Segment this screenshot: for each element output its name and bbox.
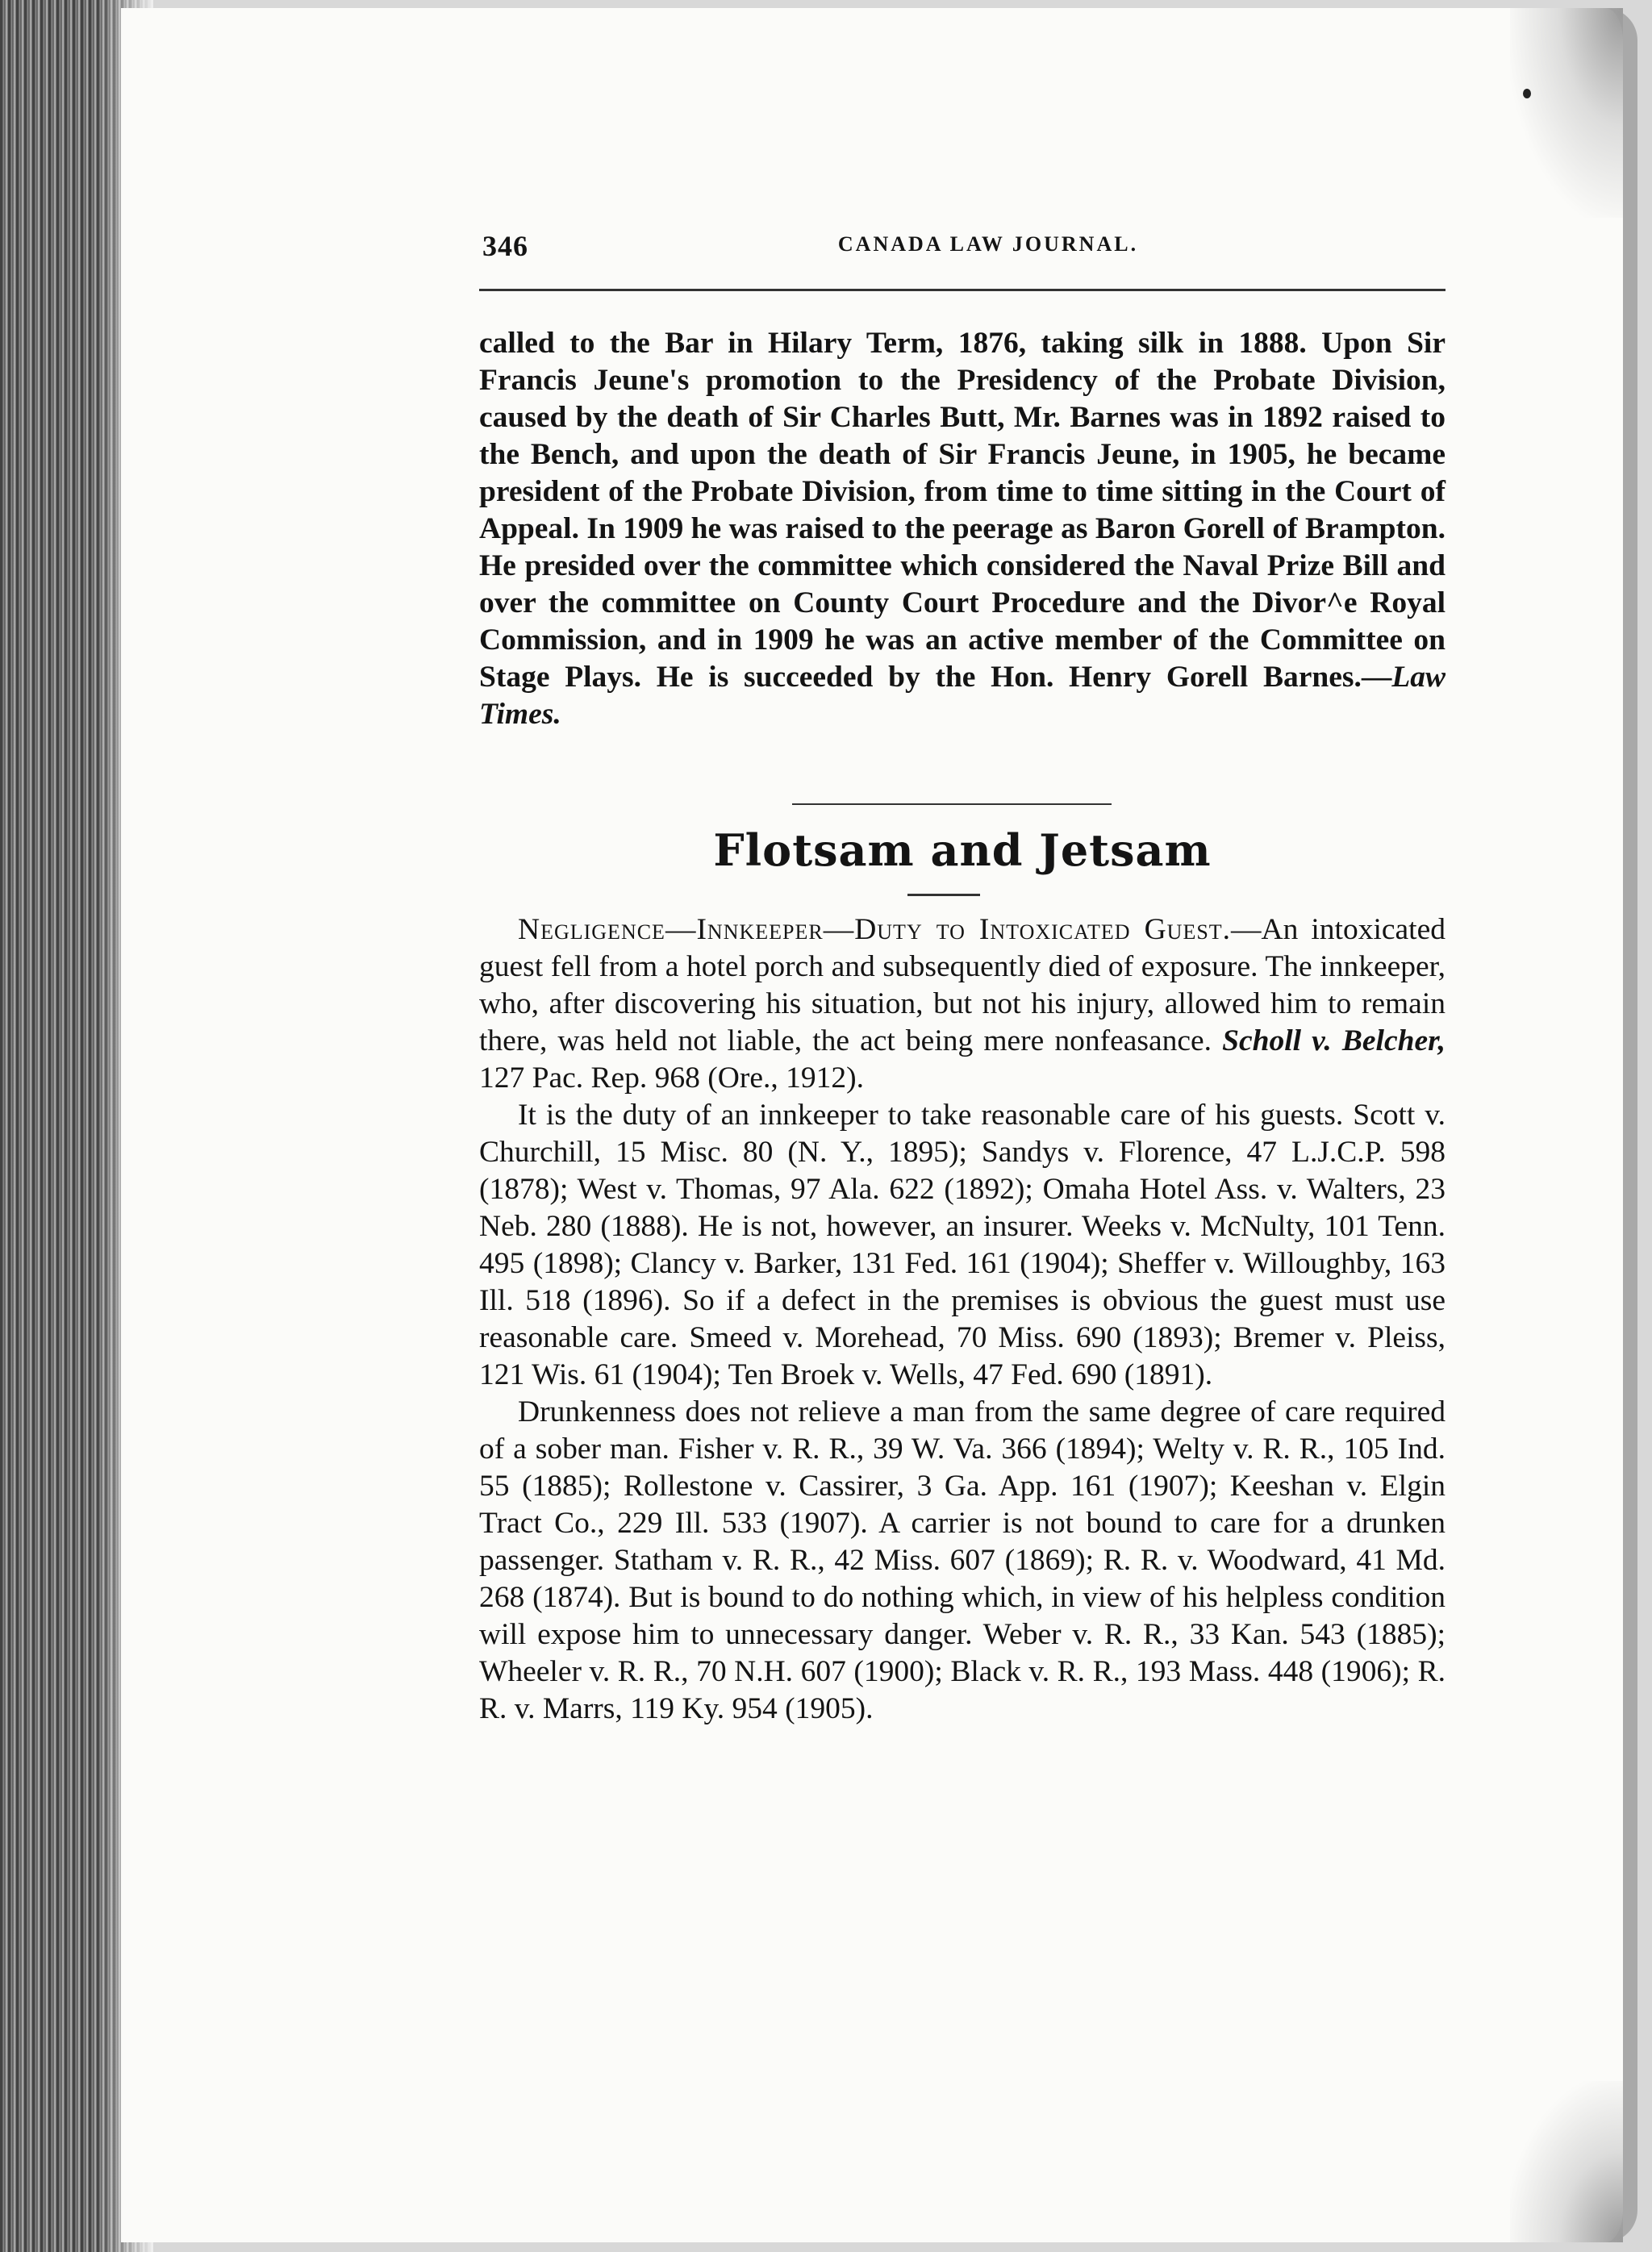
case-reference: 127 Pac. Rep. 968 (Ore., 1912). <box>479 1061 864 1095</box>
section-title-underline <box>907 894 980 896</box>
page-corner-shadow-bottom <box>1510 2081 1623 2242</box>
paragraph-heading: Negligence—Innkeeper—Duty to Intoxicated Guest. <box>518 913 1232 946</box>
journal-title: CANADA LAW JOURNAL. <box>837 232 1139 256</box>
page-corner-shadow <box>1510 8 1623 218</box>
page-number: 346 <box>482 230 528 262</box>
ink-speck <box>1523 89 1531 98</box>
obituary-paragraph <box>479 325 1446 733</box>
case-citation: Scholl v. Belcher, <box>1222 1024 1446 1057</box>
section-divider <box>792 803 1112 805</box>
section-title: Flotsam and Jetsam <box>713 824 1212 876</box>
paragraph-innkeeper-duty: It is the duty of an innkeeper to take reasonable care of his guests. Scott v. Churchill, 15 Misc. 80 (N. Y., 1895); Sandys v. Florence, 47 L.J.C.P. 598 (1878); West v. Thomas, 97 Ala. 622 (1892); Omaha Hotel Ass. v. Walters, 23 Neb. 280 (1888). He is not, however, an insurer. Weeks v. McNulty, 101 Tenn. 495 (1898); Clancy v. Barker, 131 Fed. 161 (1904); Sheffer v. Willoughby, 163 Ill. 518 (1896). So if a defect in the premises is obvious the guest must use reasonable care. Smeed v. Morehead, 70 Miss. 690 (1893); Bremer v. Pleiss, 121 Wis. 61 (1904); Ten Broek v. Wells, 47 Fed. 690 (1891). <box>479 1099 1446 1391</box>
obituary-text: called to the Bar in Hilary Term, 1876, taking silk in 1888. Upon Sir Francis Jeune's promotion to the Presidency of the Probate Division, caused by the death of Sir Charles Butt, Mr. Barnes was in 1892 raised to the Bench, and upon the death of Sir Francis Jeune, in 1905, he became president of the Probate Division, from time to time sitting in the Court of Appeal. In 1909 he was raised to the peerage as Baron Gorell of Brampton. He presided over the committee which considered the Naval Prize Bill and over the committee on County Court Procedure and the Divor^e Royal Commission, and in 1909 he was an active member of the Committee on Stage Plays. He is succeeded by the Hon. Henry Gorell Barnes.— <box>479 327 1446 694</box>
paragraph-negligence <box>479 911 1446 1097</box>
paragraph-drunkenness: Drunkenness does not relieve a man from the same degree of care required of a sober man. Fisher v. R. R., 39 W. Va. 366 (1894); Welty v. R. R., 105 Ind. 55 (1885); Rollestone v. Cassirer, 3 Ga. App. 161 (1907); Keeshan v. Elgin Tract Co., 229 Ill. 533 (1907). A carrier is not bound to care for a drunken passenger. Statham v. R. R., 42 Miss. 607 (1869); R. R. v. Woodward, 41 Md. 268 (1874). But is bound to do nothing which, in view of his helpless condition will expose him to unnecessary danger. Weber v. R. R., 33 Kan. 543 (1885); Wheeler v. R. R., 70 N.H. 607 (1900); Black v. R. R., 193 Mass. 448 (1906); R. R. v. Marrs, 119 Ky. 954 (1905). <box>479 1395 1446 1725</box>
header-rule <box>479 289 1446 291</box>
paragraph-text: —An intoxicated guest fell from a hotel porch and subsequently died of exposure. The innkeeper, who, after discovering his situation, but not his injury, allowed him to remain there, was held not liable, the act being mere nonfeasance. <box>479 913 1446 1057</box>
running-head <box>482 229 1446 269</box>
article-body <box>479 911 1446 1728</box>
obituary-source: Law Times. <box>479 661 1446 731</box>
